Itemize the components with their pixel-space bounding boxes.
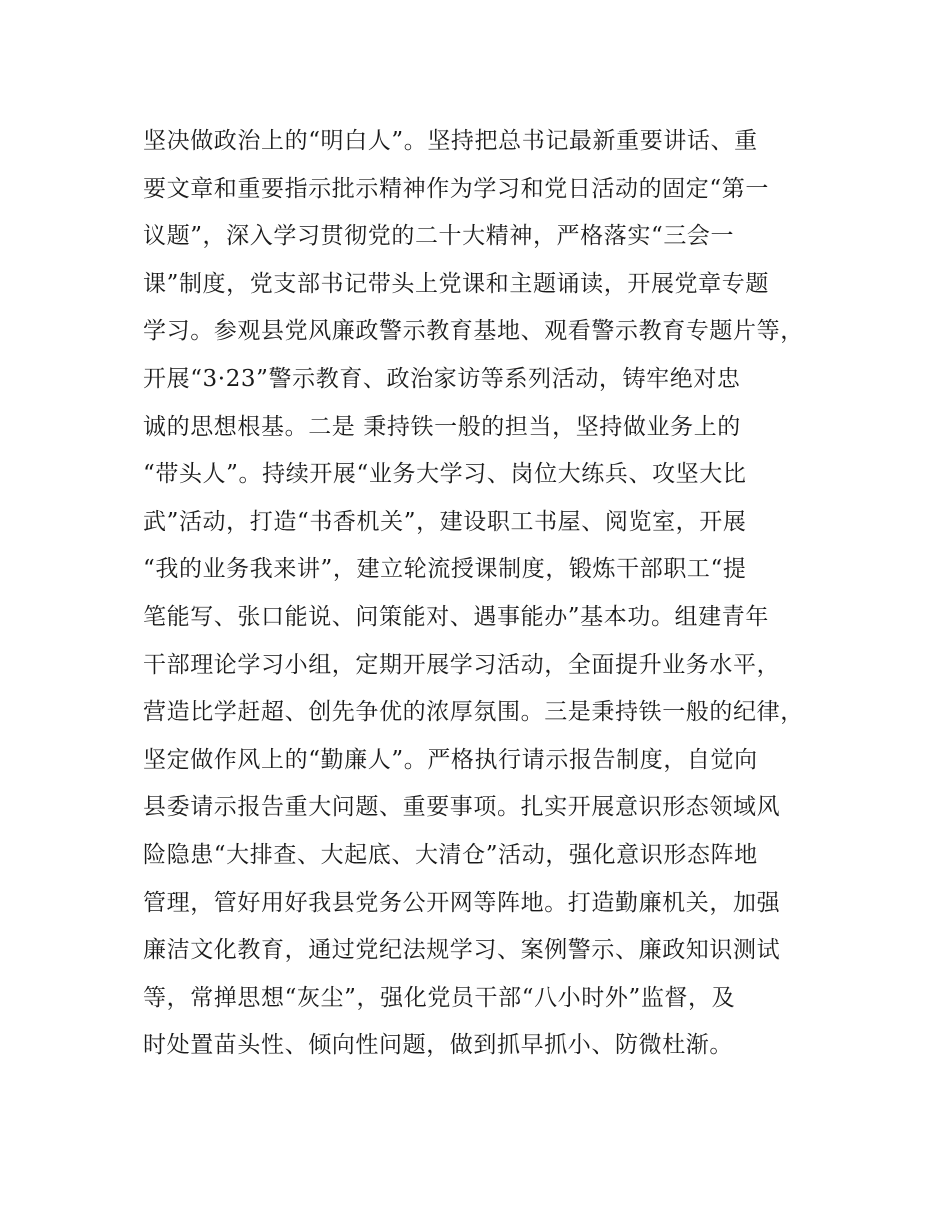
text-line: 课”制度，党支部书记带头上党课和主题诵读，开展党章专题 [143,270,769,297]
text-line: 笔能写、张口能说、问策能对、遇事能办”基本功。组建青年 [143,603,769,630]
text-line: 县委请示报告重大问题、重要事项。扎实开展意识形态领域风 [143,794,781,821]
text-line: 开展“3·23”警示教育、政治家访等系列活动，铸牢绝对忠 [143,365,741,392]
text-line: 管理，管好用好我县党务公开网等阵地。打造勤廉机关，加强 [143,889,781,916]
text-line: 等，常掸思想“灰尘”，强化党员干部“八小时外”监督，及 [143,984,736,1011]
body-paragraph [143,118,843,1070]
text-line: 干部理论学习小组，定期开展学习活动，全面提升业务水平， [143,651,781,678]
text-line: 险隐患“大排查、大起底、大清仓”活动，强化意识形态阵地 [143,841,758,868]
text-line: 廉洁文化教育，通过党纪法规学习、案例警示、廉政知识测试 [143,937,781,964]
text-line: “我的业务我来讲”，建立轮流授课制度，锻炼干部职工“提 [143,556,747,583]
text-line: 学习。参观县党风廉政警示教育基地、观看警示教育专题片等， [143,318,804,345]
text-line: 时处置苗头性、倾向性问题，做到抓早抓小、防微杜渐。 [143,1032,733,1059]
text-line: 营造比学赶超、创先争优的浓厚氛围。三是秉持铁一般的纪律， [143,699,804,726]
text-line: 坚定做作风上的“勤廉人”。严格执行请示报告制度，自觉向 [143,746,758,773]
text-line: 议题”，深入学习贯彻党的二十大精神，严格落实“三会一 [143,223,735,250]
text-line: 诚的思想根基。二是 秉持铁一般的担当，坚持做业务上的 [143,413,741,440]
text-line: 要文章和重要指示批示精神作为学习和党日活动的固定“第一 [143,175,769,202]
text-line: 武”活动，打造“书香机关”，建设职工书屋、阅览室，开展 [143,508,747,535]
text-line: “带头人”。持续开展“业务大学习、岗位大练兵、攻坚大比 [143,461,747,488]
text-line: 坚决做政治上的“明白人”。坚持把总书记最新重要讲话、重 [143,128,758,154]
